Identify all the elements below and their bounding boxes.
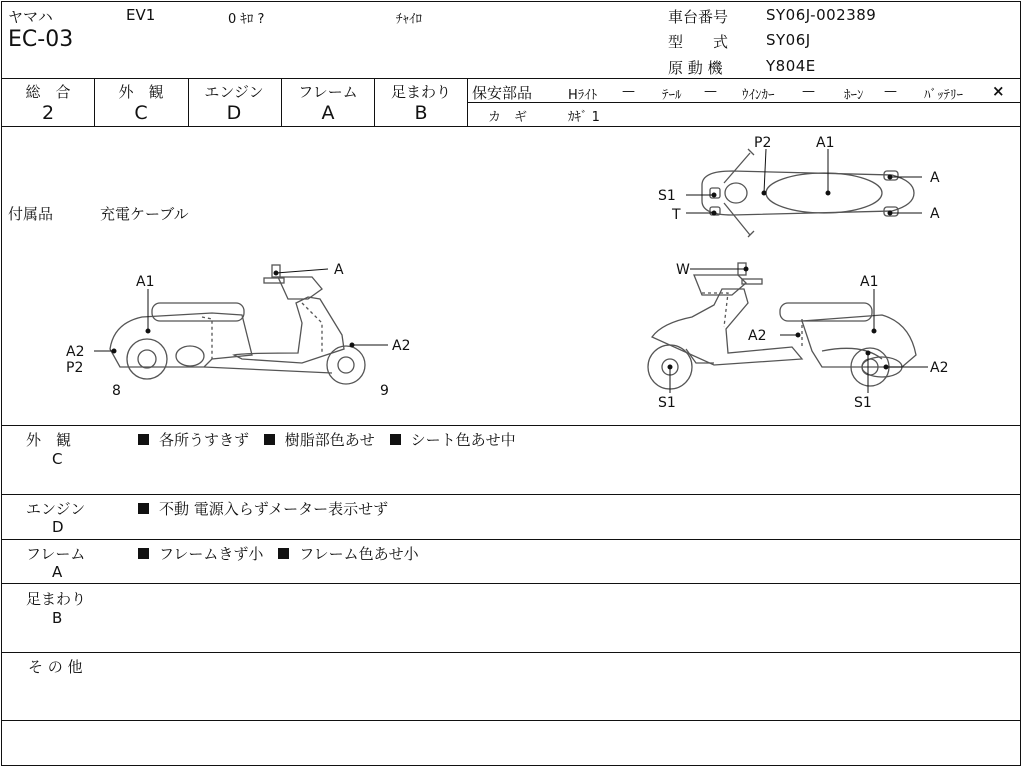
remark-other-label: そ の 他 [28, 658, 83, 676]
label-left-a2-front: A2 [392, 338, 411, 354]
divider [2, 425, 1020, 426]
label-top-a-lower: A [930, 206, 940, 222]
remark-frame-label: フレーム [26, 545, 86, 563]
divider [2, 652, 1020, 653]
grade-frame-value: A [321, 102, 335, 124]
label-left-a: A [334, 262, 344, 278]
divider [2, 539, 1020, 540]
divider [2, 583, 1020, 584]
remark-exterior-items [138, 429, 516, 450]
label-right-s1-rear: S1 [854, 395, 872, 411]
model-code: EC-03 [8, 27, 74, 52]
safety-item-battery: ﾊﾞｯﾃﾘｰ [924, 88, 963, 103]
safety-label: 保安部品 [472, 84, 533, 102]
label-top-s1: S1 [658, 188, 676, 204]
safety-item-horn: ﾎｰﾝ [844, 88, 864, 103]
divider [2, 494, 1020, 495]
remark-item: フレーム色あせ小 [299, 545, 419, 563]
remark-exterior-grade: C [52, 450, 63, 468]
grade-exterior-value: C [134, 102, 148, 124]
bullet-square-icon [138, 434, 149, 445]
scooter-diagrams [2, 127, 1020, 425]
grade-frame-label: フレーム [298, 83, 358, 101]
label-left-9: 9 [380, 383, 389, 399]
label-right-a2-rear: A2 [930, 360, 949, 376]
remark-item: フレームきず小 [159, 545, 264, 563]
scooter-top-view [702, 149, 914, 237]
key-label: カ ギ [488, 110, 528, 125]
label-right-s1-front: S1 [658, 395, 676, 411]
accessories-label: 付属品 [8, 205, 54, 223]
bullet-square-icon [138, 548, 149, 559]
type-value: SY06J [766, 31, 811, 49]
remark-item: 各所うすきず [159, 431, 250, 449]
engine-value: Y804E [766, 57, 816, 75]
key-value: ｶｷﾞ 1 [568, 110, 600, 125]
type-label: 型 式 [668, 33, 729, 51]
remark-suspension-label: 足まわり [26, 590, 87, 608]
remark-engine-items [138, 498, 388, 519]
label-left-a1: A1 [136, 274, 155, 290]
safety-mark-winker: — [802, 84, 815, 99]
safety-mark-tail: — [704, 84, 717, 99]
label-right-a2-mid: A2 [748, 328, 767, 344]
label-right-w: W [676, 262, 690, 278]
mileage: 0 ｷﾛ ? [228, 12, 265, 27]
grade-overall-value: 2 [41, 102, 55, 124]
inspection-sheet [1, 1, 1021, 766]
remark-frame-grade: A [52, 563, 63, 581]
grade-exterior-label: 外 観 [118, 83, 164, 101]
bullet-square-icon [138, 503, 149, 514]
chassis-label: 車台番号 [668, 8, 729, 26]
remark-exterior-label: 外 観 [26, 431, 72, 449]
engine-label: 原 動 機 [668, 59, 723, 77]
safety-mark-headlight: — [622, 84, 635, 99]
label-top-p2: P2 [754, 135, 772, 151]
remark-item: 不動 電源入らずメーター表示せず [159, 500, 389, 518]
safety-mark-horn: — [884, 84, 897, 99]
safety-item-headlight: Hﾗｲﾄ [568, 88, 598, 103]
grade-suspension-value: B [414, 102, 428, 124]
remark-item: シート色あせ中 [410, 431, 516, 449]
divider [2, 78, 1020, 79]
grade-engine-label: エンジン [204, 83, 264, 101]
remark-item: 樹脂部色あせ [284, 431, 375, 449]
remark-engine-grade: D [52, 518, 64, 536]
accessories-value: 充電ケーブル [100, 205, 189, 223]
grade-suspension-label: 足まわり [390, 83, 451, 101]
grade-overall-label: 総 合 [25, 83, 71, 101]
label-left-8: 8 [112, 383, 121, 399]
bullet-square-icon [264, 434, 275, 445]
remark-engine-label: エンジン [26, 500, 86, 518]
color: ﾁｬｲﾛ [396, 12, 422, 27]
maker-name: ヤマハ [8, 8, 53, 26]
bullet-square-icon [390, 434, 401, 445]
model-name: EV1 [126, 6, 156, 24]
remark-frame-items [138, 543, 419, 564]
bullet-square-icon [278, 548, 289, 559]
label-left-a2-rear: A2 [66, 344, 85, 360]
safety-item-tail: ﾃｰﾙ [662, 88, 682, 103]
label-top-a-upper: A [930, 170, 940, 186]
remark-suspension-grade: B [52, 609, 63, 627]
divider [2, 720, 1020, 721]
label-top-t: T [672, 207, 681, 223]
safety-mark-battery: × [992, 82, 1005, 100]
safety-item-winker: ｳｲﾝｶｰ [742, 88, 775, 103]
grade-engine-value: D [226, 102, 242, 124]
label-top-a1: A1 [816, 135, 835, 151]
label-right-a1: A1 [860, 274, 879, 290]
chassis-value: SY06J-002389 [766, 6, 877, 24]
label-left-p2: P2 [66, 360, 84, 376]
